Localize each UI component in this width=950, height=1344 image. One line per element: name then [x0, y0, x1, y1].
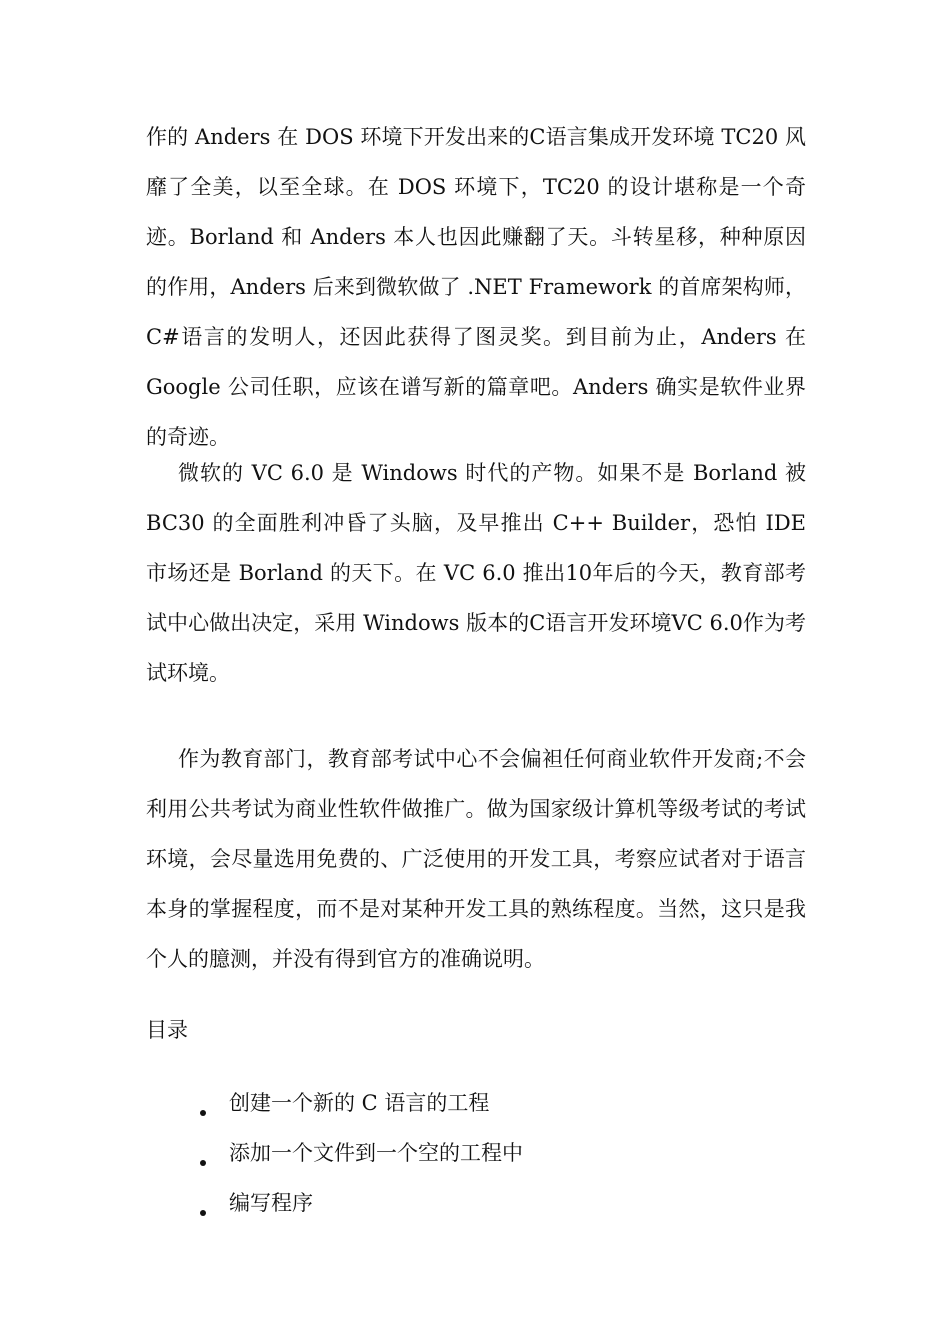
toc-title: 目录 — [146, 1018, 188, 1042]
toc-item-label: 添加一个文件到一个空的工程中 — [229, 1141, 523, 1165]
bullet-icon — [200, 1210, 206, 1216]
paragraph-exam-center: 作为教育部门，教育部考试中心不会偏袒任何商业软件开发商;不会利用公共考试为商业性软件做推广。做为国家级计算机等级考试的考试环境，会尽量选用免费的、广泛使用的开发工具，考察应试者对于语言本身的掌握程度，而不是对某种开发工具的熟练程度。当然，这只是我个人的臆测，并没有得到官方的准确说明。 — [146, 747, 806, 971]
paragraph-anders: 作的 Anders 在 DOS 环境下开发出来的C语言集成开发环境 TC20 风靡了全美，以至全球。在 DOS 环境下，TC20 的设计堪称是一个奇迹。Borland 和 Anders 本人也因此赚翻了天。斗转星移，种种原因的作用，Anders 后来到微软做了 .NET Framework 的首席架构师，C#语言的发明人，还因此获得了图灵奖。到目前为止，Anders 在 Google 公司任职，应该在谱写新的篇章吧。Anders 确实是软件业界的奇迹。 — [146, 125, 806, 449]
toc-item-label: 编写程序 — [229, 1191, 313, 1215]
bullet-icon — [200, 1160, 206, 1166]
bullet-icon — [200, 1110, 206, 1116]
toc-item-label: 创建一个新的 C 语言的工程 — [229, 1091, 490, 1115]
paragraph-vc6: 微软的 VC 6.0 是 Windows 时代的产物。如果不是 Borland 被 BC30 的全面胜利冲昏了头脑，及早推出 C++ Builder，恐怕 IDE 市场还是 Borland 的天下。在 VC 6.0 推出10年后的今天，教育部考试中心做出决定，采用 Windows 版本的C语言开发环境VC 6.0作为考试环境。 — [146, 461, 806, 685]
